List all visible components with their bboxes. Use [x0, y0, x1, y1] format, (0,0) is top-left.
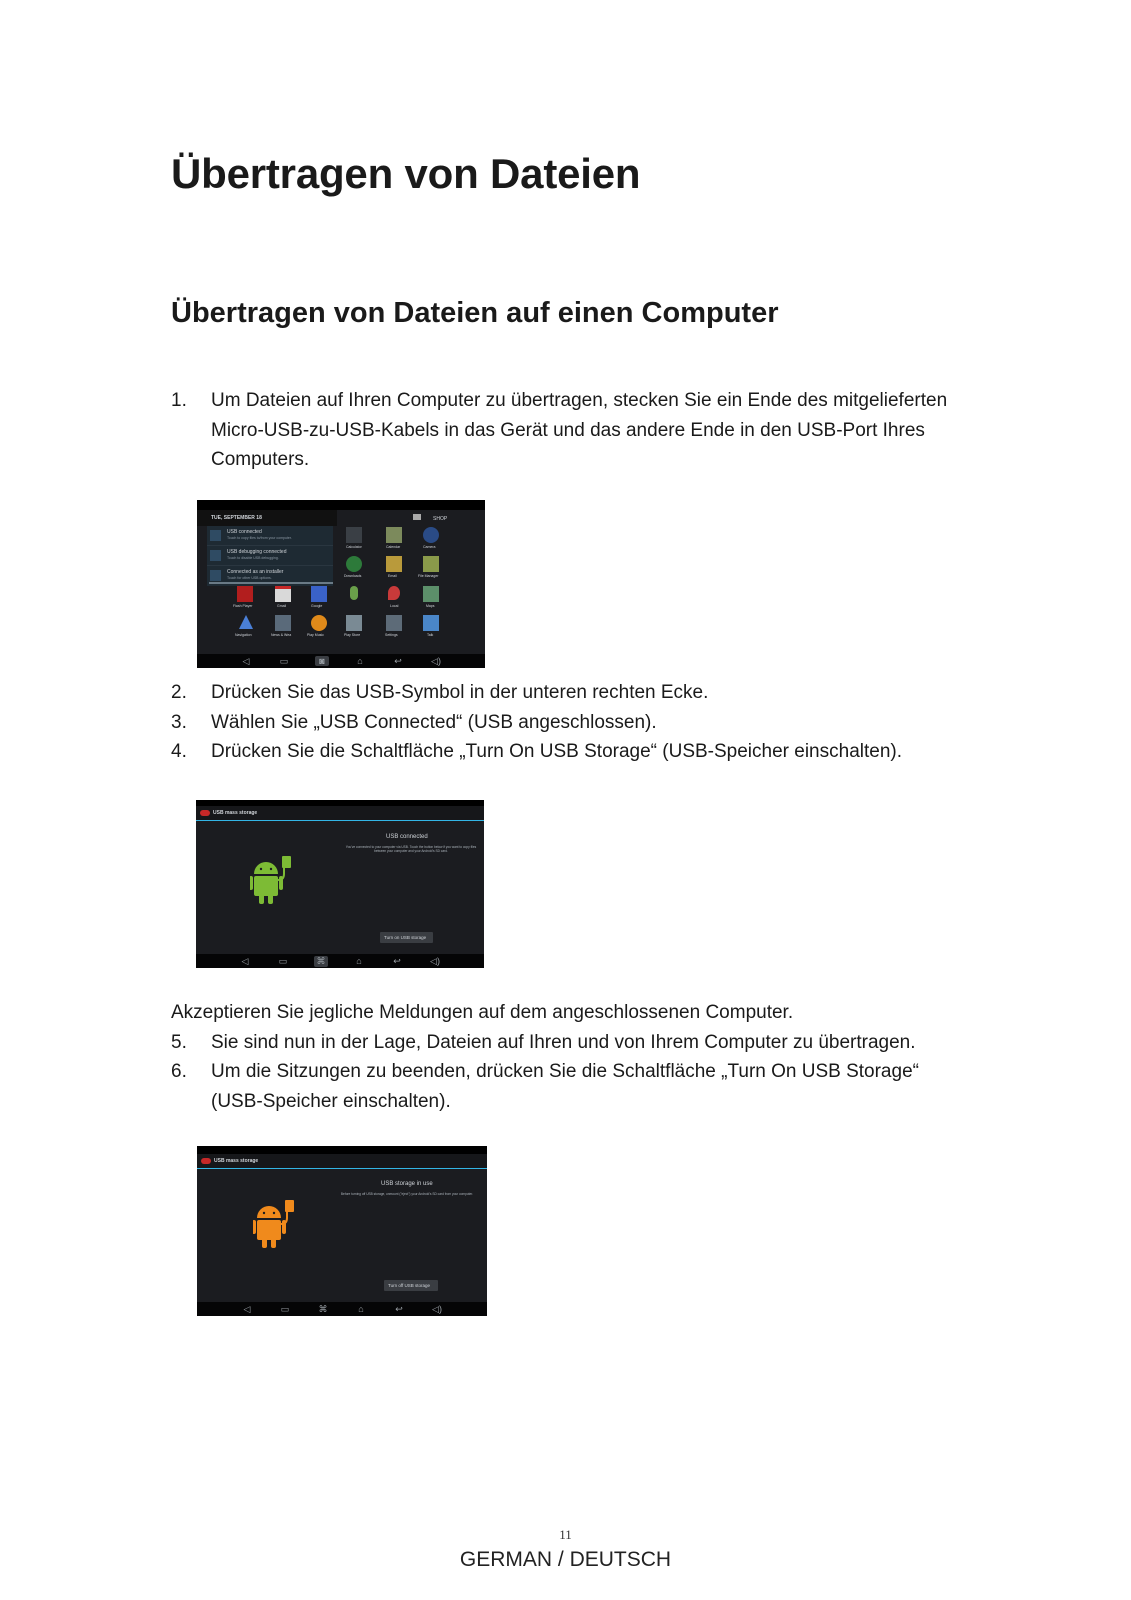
screenshot-usb-connected — [196, 800, 484, 968]
file-manager-icon[interactable] — [423, 556, 439, 572]
volume-up-icon[interactable]: ◁) — [432, 1303, 442, 1314]
play-store-icon[interactable] — [346, 615, 362, 631]
list-text: Wählen Sie „USB Connected“ (USB angeschlossen). — [211, 711, 657, 733]
usb-heading: USB storage in use — [381, 1181, 433, 1187]
list-item — [171, 737, 971, 767]
flash-player-icon[interactable] — [237, 586, 253, 602]
button-label: Turn off USB storage — [388, 1283, 431, 1288]
home-icon[interactable]: ⌂ — [356, 956, 362, 966]
footer-language: GERMAN / DEUTSCH — [459, 1548, 672, 1571]
android-usb-icon — [253, 1196, 297, 1252]
steps-list-c — [171, 998, 971, 1116]
app-label: Play Store — [344, 633, 361, 637]
list-item — [171, 1057, 971, 1116]
action-bar — [197, 1154, 487, 1169]
notification-title: Connected as an installer — [227, 569, 284, 575]
notification-title: USB connected — [227, 529, 262, 535]
list-item — [171, 708, 971, 738]
home-icon[interactable]: ⌂ — [357, 656, 363, 666]
gmail-icon[interactable] — [275, 586, 291, 602]
maps-icon[interactable] — [423, 586, 439, 602]
list-number: 2. — [171, 682, 187, 703]
calculator-icon[interactable] — [346, 527, 362, 543]
notification-sub: Touch to disable USB debugging. — [227, 556, 279, 560]
app-icon — [201, 1158, 211, 1164]
back-icon[interactable]: ↩ — [394, 655, 402, 666]
usb-heading: USB connected — [386, 834, 428, 840]
usb-icon — [210, 570, 221, 581]
talk-icon[interactable] — [423, 615, 439, 631]
settings-icon[interactable] — [386, 615, 402, 631]
list-text: Drücken Sie das USB-Symbol in der unteren rechten Ecke. — [211, 682, 709, 703]
accept-text: Akzeptieren Sie jegliche Meldungen auf dem angeschlossenen Computer. — [171, 1002, 794, 1023]
list-item — [171, 386, 971, 475]
screenshot-notifications — [197, 500, 485, 668]
list-item — [171, 1028, 971, 1058]
list-number: 4. — [171, 741, 187, 762]
list-item — [171, 678, 971, 708]
debug-icon — [210, 550, 221, 561]
action-bar — [196, 806, 484, 821]
app-label: Downloads — [344, 574, 362, 578]
button-label: Turn on USB storage — [384, 935, 427, 940]
app-label: Talk — [427, 633, 434, 637]
list-text: Sie sind nun in der Lage, Dateien auf Ihren und von Ihrem Computer zu übertragen. — [211, 1031, 916, 1053]
app-label: Email — [388, 574, 397, 578]
notification-handle[interactable] — [209, 582, 333, 584]
camera-icon[interactable] — [423, 527, 439, 543]
app-label: Calendar — [386, 545, 401, 549]
section-title: Übertragen von Dateien auf einen Computer — [171, 297, 779, 329]
app-icon — [200, 810, 210, 816]
voice-search-icon[interactable] — [350, 586, 358, 600]
app-label: Gmail — [277, 604, 287, 608]
app-label: Navigation — [235, 633, 252, 637]
notification-sub: Touch to copy files to/from your computer. — [227, 536, 292, 540]
screenshot-icon[interactable]: ▭ — [279, 655, 289, 666]
app-label: File Manager — [418, 574, 439, 578]
steps-list-b — [171, 678, 971, 767]
email-icon[interactable] — [386, 556, 402, 572]
google-icon[interactable] — [311, 586, 327, 602]
page-title: Übertragen von Dateien — [171, 150, 641, 197]
usb-settings-icon[interactable]: ⌘ — [318, 1303, 328, 1314]
usb-icon — [210, 530, 221, 541]
screenshot-icon[interactable]: ▭ — [278, 955, 288, 966]
list-number: 3. — [171, 711, 187, 733]
nav-bar — [197, 654, 485, 668]
usb-settings-icon[interactable]: ◙ — [315, 656, 329, 666]
back-icon[interactable]: ↩ — [395, 1303, 403, 1314]
local-icon[interactable] — [388, 586, 400, 600]
notification-title: USB debugging connected — [227, 549, 287, 555]
volume-up-icon[interactable]: ◁) — [431, 655, 441, 666]
app-label: Camera — [423, 545, 436, 549]
steps-list-a — [171, 386, 971, 475]
volume-down-icon[interactable]: ◁ — [243, 1303, 251, 1314]
back-icon[interactable]: ↩ — [393, 955, 401, 966]
downloads-icon[interactable] — [346, 556, 362, 572]
app-label: Local — [390, 604, 399, 608]
shop-icon — [413, 514, 421, 520]
screenshot-usb-in-use — [197, 1146, 487, 1316]
volume-down-icon[interactable]: ◁ — [241, 955, 249, 966]
usb-description: Before turning off USB storage, unmount ("eject") your Android's SD card from your computer. — [340, 1192, 474, 1196]
usb-description: You've connected to your computer via USB. Touch the button below if you want to copy files between your computer and your Android's SD card. — [345, 845, 477, 853]
list-text: Um die Sitzungen zu beenden, drücken Sie die Schaltfläche „Turn On USB Storage“ (USB-Speicher einschalten). — [211, 1061, 919, 1112]
nav-bar — [196, 954, 484, 968]
app-label: Calculator — [346, 545, 362, 549]
volume-up-icon[interactable]: ◁) — [430, 955, 440, 966]
shop-label: SHOP — [433, 516, 448, 522]
app-label: Flash Player — [233, 604, 253, 608]
news-weather-icon[interactable] — [275, 615, 291, 631]
turn-on-usb-storage-button[interactable] — [380, 932, 433, 943]
status-bar — [197, 500, 485, 510]
notification-header — [197, 510, 337, 526]
notification-sub: Touch for other USB options. — [227, 576, 272, 580]
list-number: 1. — [171, 390, 187, 411]
app-label: Maps — [426, 604, 435, 608]
app-title: USB mass storage — [213, 810, 258, 816]
app-label: Google — [311, 604, 323, 608]
app-label: Settings — [385, 633, 398, 637]
turn-off-usb-storage-button[interactable] — [384, 1280, 438, 1291]
volume-down-icon[interactable]: ◁ — [242, 655, 250, 666]
app-label: News & Wea — [271, 633, 292, 637]
calendar-icon[interactable] — [386, 527, 402, 543]
usb-settings-icon[interactable]: ⌘ — [314, 956, 328, 967]
navigation-icon[interactable] — [239, 615, 253, 629]
screenshot-icon[interactable]: ▭ — [280, 1303, 290, 1314]
list-number: 5. — [171, 1031, 187, 1053]
play-music-icon[interactable] — [311, 615, 327, 631]
list-text: Um Dateien auf Ihren Computer zu übertragen, stecken Sie ein Ende des mitgelieferten Micro-USB-zu-USB-Kabels in das Gerät und das andere Ende in den USB-Port Ihres Computers. — [211, 390, 948, 470]
nav-bar — [197, 1302, 487, 1316]
app-label: Play Music — [307, 633, 324, 637]
date-label: TUE, SEPTEMBER 18 — [211, 515, 262, 521]
app-title: USB mass storage — [214, 1158, 259, 1164]
list-text: Drücken Sie die Schaltfläche „Turn On USB Storage“ (USB-Speicher einschalten). — [211, 741, 902, 762]
android-usb-icon — [250, 852, 294, 908]
notification-usb[interactable] — [207, 526, 333, 546]
home-icon[interactable]: ⌂ — [358, 1304, 364, 1314]
page-number: 11 — [559, 1527, 572, 1542]
notification-debugging[interactable] — [207, 546, 333, 566]
notification-panel — [207, 526, 333, 586]
list-number: 6. — [171, 1061, 187, 1082]
